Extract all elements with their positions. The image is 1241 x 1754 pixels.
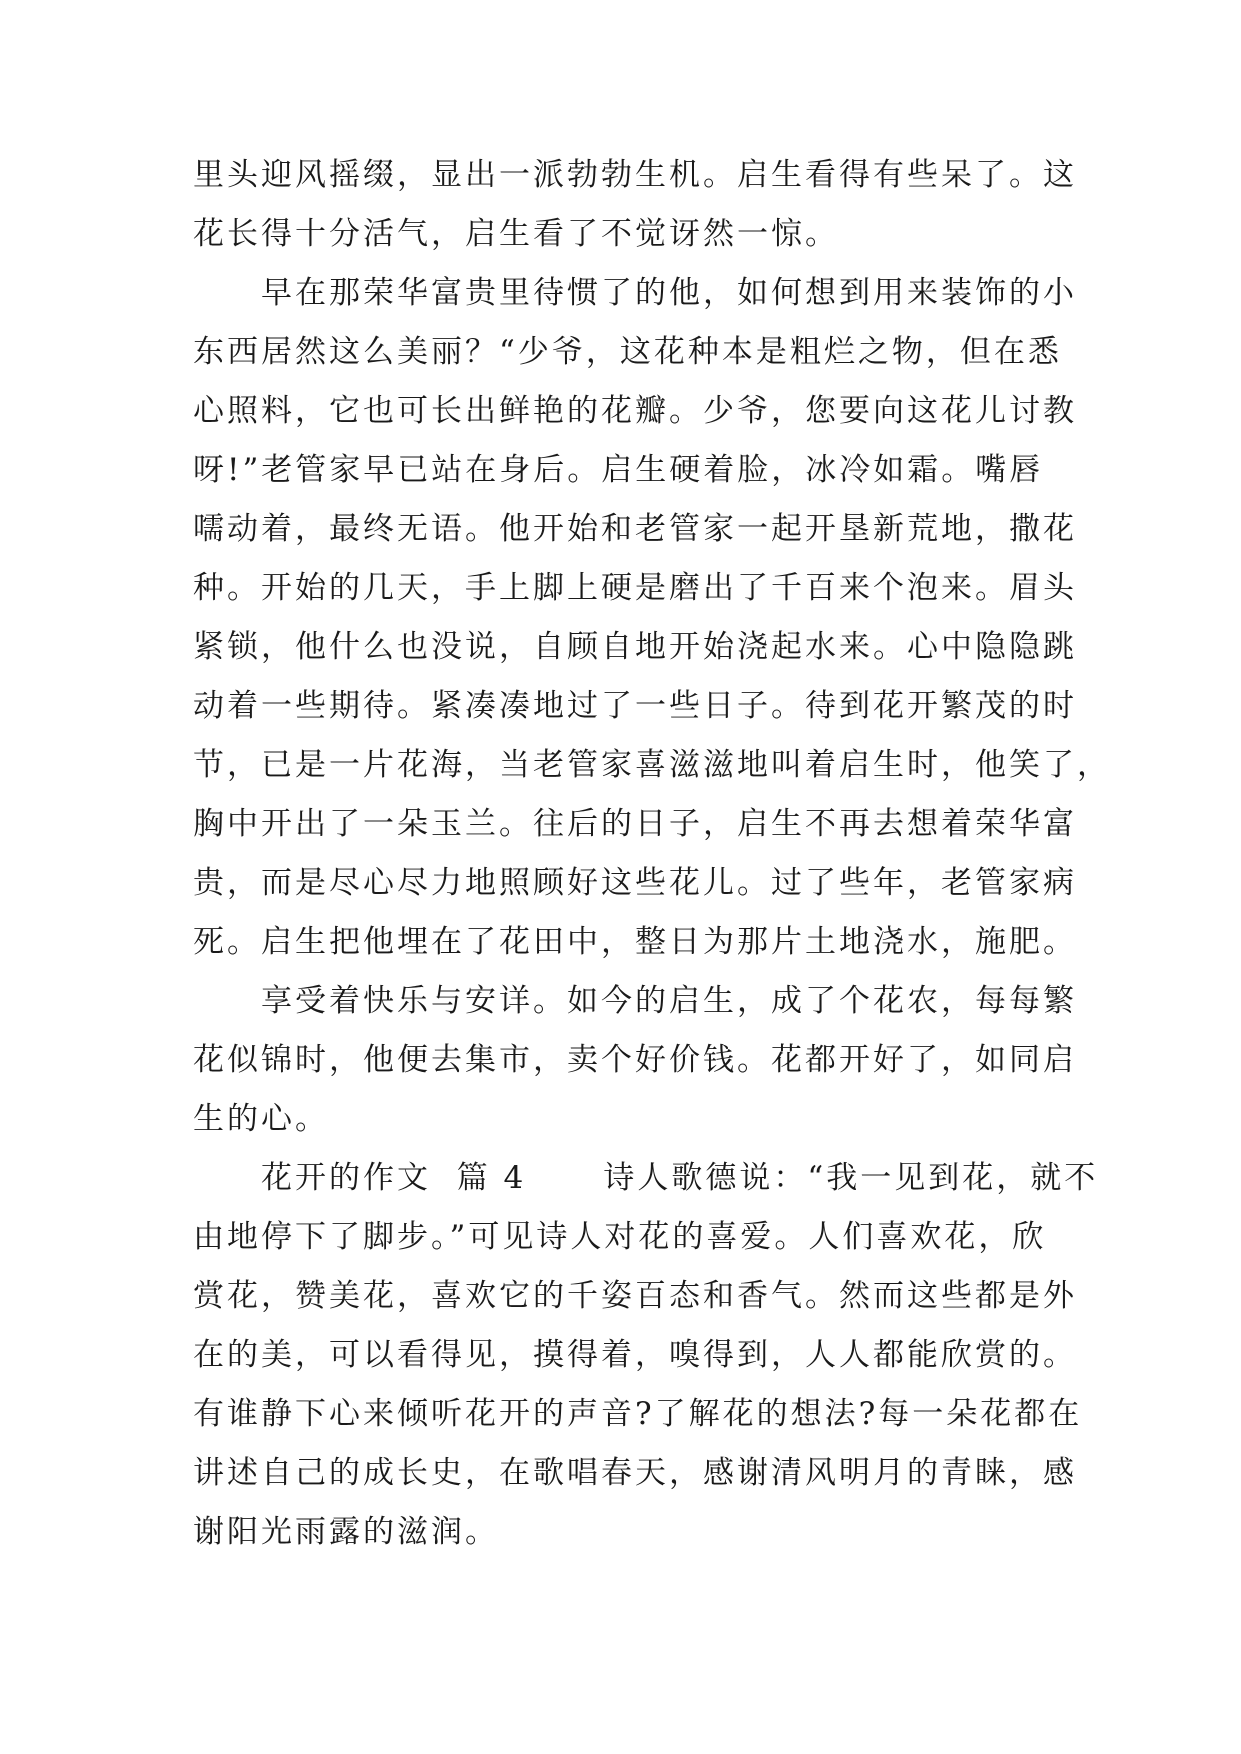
text-line: 呀!”老管家早已站在身后。启生硬着脸，冰冷如霜。嘴唇 bbox=[193, 452, 1044, 488]
text-line: 有谁静下心来倾听花开的声音?了解花的想法?每一朵花都在 bbox=[193, 1396, 1083, 1432]
text-line: 嚅动着，最终无语。他开始和老管家一起开垦新荒地，撒花 bbox=[193, 511, 1077, 547]
text-line: 贵，而是尽心尽力地照顾好这些花儿。过了些年，老管家病 bbox=[193, 865, 1077, 901]
text-line: 节，已是一片花海，当老管家喜滋滋地叫着启生时，他笑了， bbox=[193, 747, 1111, 783]
text-line: 紧锁，他什么也没说，自顾自地开始浇起水来。心中隐隐跳 bbox=[193, 629, 1077, 665]
text-line: 花长得十分活气，启生看了不觉讶然一惊。 bbox=[193, 216, 839, 252]
text-line: 东西居然这么美丽？“少爷，这花种本是粗烂之物，但在悉 bbox=[193, 334, 1062, 370]
text-line: 在的美，可以看得见，摸得着，嗅得到，人人都能欣赏的。 bbox=[193, 1337, 1077, 1373]
text-line: 早在那荣华富贵里待惯了的他，如何想到用来装饰的小 bbox=[193, 275, 1077, 311]
text-line: 生的心。 bbox=[193, 1101, 329, 1137]
text-line: 死。启生把他埋在了花田中，整日为那片土地浇水，施肥。 bbox=[193, 924, 1077, 960]
text-line: 谢阳光雨露的滋润。 bbox=[193, 1514, 499, 1550]
text-line: 种。开始的几天，手上脚上硬是磨出了千百来个泡来。眉头 bbox=[193, 570, 1077, 606]
text-line: 赏花，赞美花，喜欢它的千姿百态和香气。然而这些都是外 bbox=[193, 1278, 1077, 1314]
text-line: 花似锦时，他便去集市，卖个好价钱。花都开好了，如同启 bbox=[193, 1042, 1077, 1078]
text-line: 心照料，它也可长出鲜艳的花瓣。少爷，您要向这花儿讨教 bbox=[193, 393, 1077, 429]
text-line: 动着一些期待。紧凑凑地过了一些日子。待到花开繁茂的时 bbox=[193, 688, 1077, 724]
text-line: 讲述自己的成长史，在歌唱春天，感谢清风明月的青睐，感 bbox=[193, 1455, 1077, 1491]
text-line: 里头迎风摇缀，显出一派勃勃生机。启生看得有些呆了。这 bbox=[193, 157, 1077, 193]
section-heading-line: 花开的作文 篇 4 诗人歌德说：“我一见到花，就不 bbox=[193, 1160, 1099, 1196]
text-line: 胸中开出了一朵玉兰。往后的日子，启生不再去想着荣华富 bbox=[193, 806, 1077, 842]
text-line: 由地停下了脚步。”可见诗人对花的喜爱。人们喜欢花，欣 bbox=[193, 1219, 1047, 1255]
document-body bbox=[193, 157, 1111, 1576]
text-line: 享受着快乐与安详。如今的启生，成了个花农，每每繁 bbox=[193, 983, 1077, 1019]
